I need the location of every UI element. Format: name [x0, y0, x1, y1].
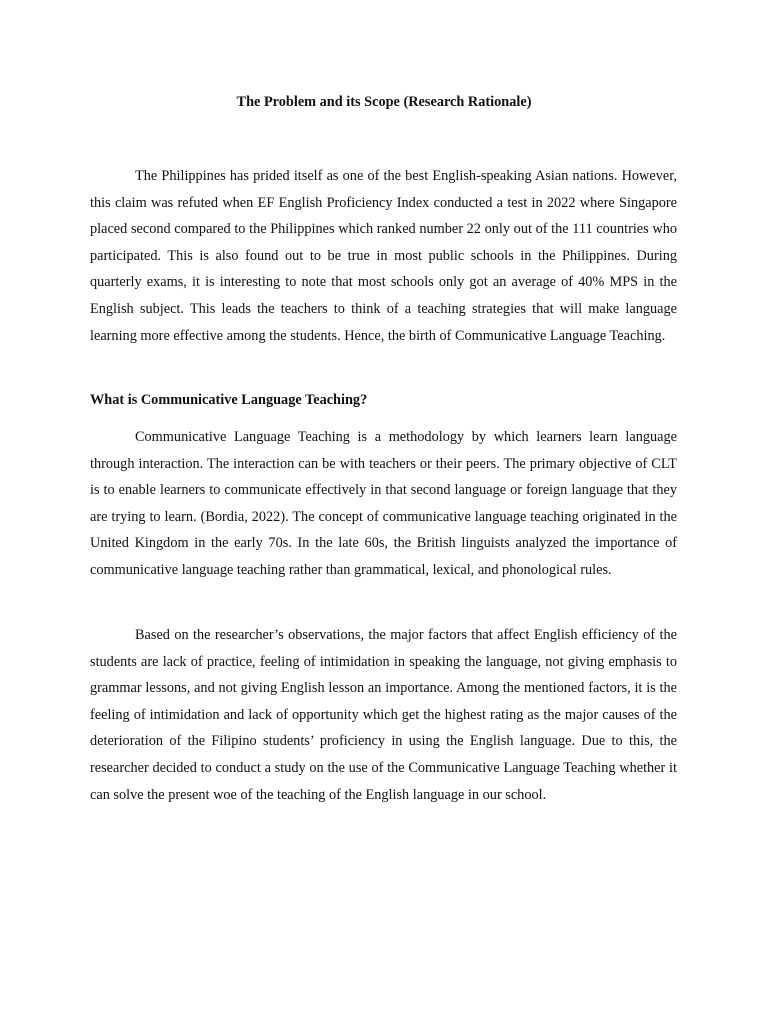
paragraph-rationale: The Philippines has prided itself as one of the best English-speaking Asian nations. However, this claim was refuted when EF English Proficiency Index conducted a test in 2022 where Singapore placed second compared to the Philippines which ranked number 22 only out of the 111 countries who participated. This is also found out to be true in most public schools in the Philippines. During quarterly exams, it is interesting to note that most schools only got an average of 40% MPS in the English subject. This leads the teachers to think of a teaching strategies that will make language learning more effective among the students. Hence, the birth of Communicative Language Teaching.	[90, 168, 677, 344]
document-title: The Problem and its Scope (Research Rationale)	[236, 94, 532, 110]
paragraph-observations: Based on the researcher’s observations, the major factors that affect English efficiency of the students are lack of practice, feeling of intimidation in speaking the language, not giving emphasis to grammar lessons, and not giving English lesson an importance. Among the mentioned factors, it is the feeling of intimidation and lack of opportunity which get the highest rating as the major causes of the deterioration of the Filipino students’ proficiency in using the English language. Due to this, the researcher decided to conduct a study on the use of the Communicative Language Teaching whether it can solve the present woe of the teaching of the English language in our school.	[90, 627, 677, 803]
paragraph-clt-definition: Communicative Language Teaching is a methodology by which learners learn language through interaction. The interaction can be with teachers or their peers. The primary objective of CLT is to enable learners to communicate effectively in that second language or foreign language that they are trying to learn. (Bordia, 2022). The concept of communicative language teaching originated in the United Kingdom in the early 70s. In the late 60s, the British linguists analyzed the importance of communicative language teaching rather than grammatical, lexical, and phonological rules.	[90, 429, 677, 578]
section-heading-clt: What is Communicative Language Teaching?	[90, 392, 368, 408]
